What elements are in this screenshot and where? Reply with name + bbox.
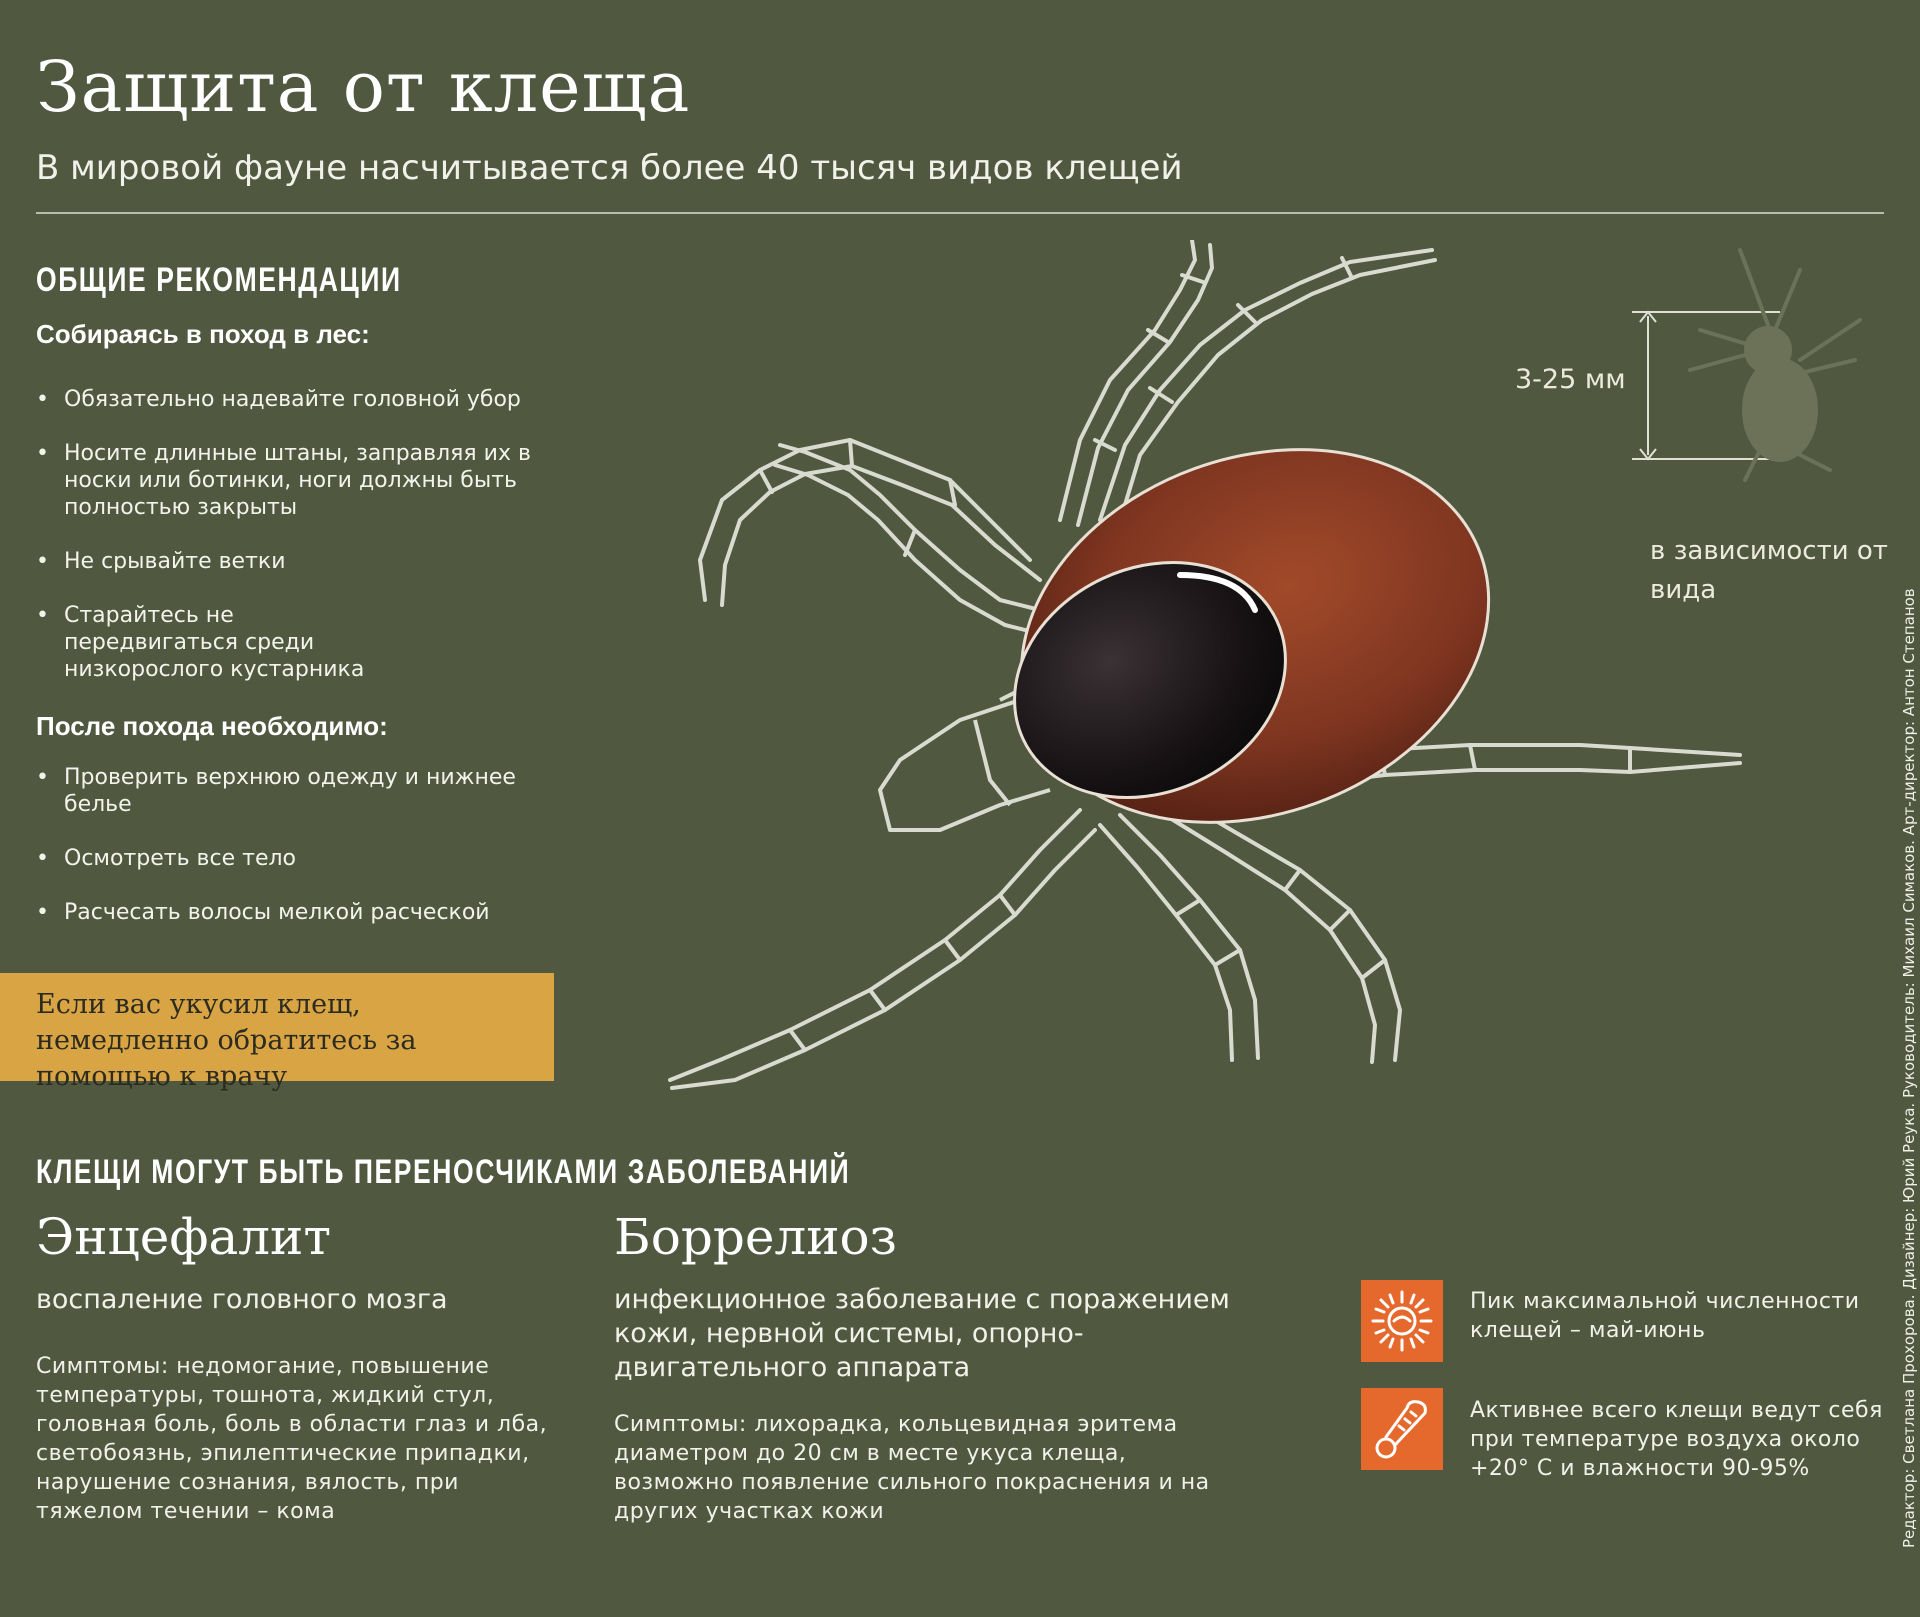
bite-alert-box: [0, 973, 554, 1092]
borreliosis-symptoms: Симптомы: лихорадка, кольцевидная эритема диаметром до 20 см в месте укуса клеща, возможно появление сильного покраснения и на других участках кожи: [614, 1412, 1210, 1524]
list-item: • Расчесать волосы мелкой расческой: [36, 899, 556, 926]
page-subtitle: В мировой фауне насчитывается более 40 тысяч видов клещей: [36, 148, 1183, 188]
after-hike-list: [36, 764, 556, 953]
encephalitis-title: Энцефалит: [36, 1208, 332, 1266]
size-reference: [1420, 240, 1880, 500]
encephalitis-description: воспаление головного мозга: [36, 1284, 448, 1315]
before-hike-lead: Собираясь в поход в лес:: [36, 319, 370, 349]
diseases-heading: КЛЕЩИ МОГУТ БЫТЬ ПЕРЕНОСЧИКАМИ ЗАБОЛЕВАНИЙ: [36, 1153, 851, 1191]
credits-text: Редактор: Светлана Прохорова. Дизайнер: Юрий Реука. Руководитель: Михаил Симаков. Арт-директор: Антон Степанов: [1900, 588, 1918, 1548]
bite-alert-text: Если вас укусил клещ, немедленно обратитесь за помощью к врачу: [36, 989, 417, 1092]
list-item: • Старайтесь не передвигаться среди низкорослого кустарника: [36, 602, 394, 683]
list-item: • Обязательно надевайте головной убор: [36, 386, 556, 413]
list-item: • Носите длинные штаны, заправляя их в носки или ботинки, ноги должны быть полностью закрыты: [36, 440, 556, 521]
page-title: Защита от клеща: [36, 46, 691, 128]
after-hike-lead: После похода необходимо:: [36, 711, 388, 741]
tick-silhouette: [1690, 250, 1860, 480]
peak-season-text: Пик максимальной численности клещей – май-июнь: [1470, 1289, 1860, 1343]
before-hike-list: [36, 386, 556, 710]
size-range-label: 3-25 мм: [1515, 364, 1626, 395]
sun-icon: [1361, 1280, 1443, 1362]
borreliosis-title: Боррелиоз: [614, 1208, 897, 1266]
header-divider: [36, 212, 1884, 214]
encephalitis-symptoms: Симптомы: недомогание, повышение температуры, тошнота, жидкий стул, головная боль, боль в области глаз и лба, светобоязнь, эпилептические припадки, нарушение сознания, вялость, при тяжелом течении – кома: [36, 1354, 548, 1524]
size-note: в зависимости от вида: [1650, 536, 1888, 605]
list-item: • Осмотреть все тело: [36, 845, 556, 872]
recommendations-heading: ОБЩИЕ РЕКОМЕНДАЦИИ: [36, 261, 402, 299]
temperature-text: Активнее всего клещи ведут себя при температуре воздуха около +20° С и влажности 90-95%: [1470, 1398, 1883, 1481]
list-item: • Не срывайте ветки: [36, 548, 556, 575]
list-item: • Проверить верхнюю одежду и нижнее белье: [36, 764, 564, 818]
thermometer-icon: [1361, 1388, 1443, 1470]
borreliosis-description: инфекционное заболевание с поражением кожи, нервной системы, опорно-двигательного аппарата: [614, 1284, 1230, 1383]
